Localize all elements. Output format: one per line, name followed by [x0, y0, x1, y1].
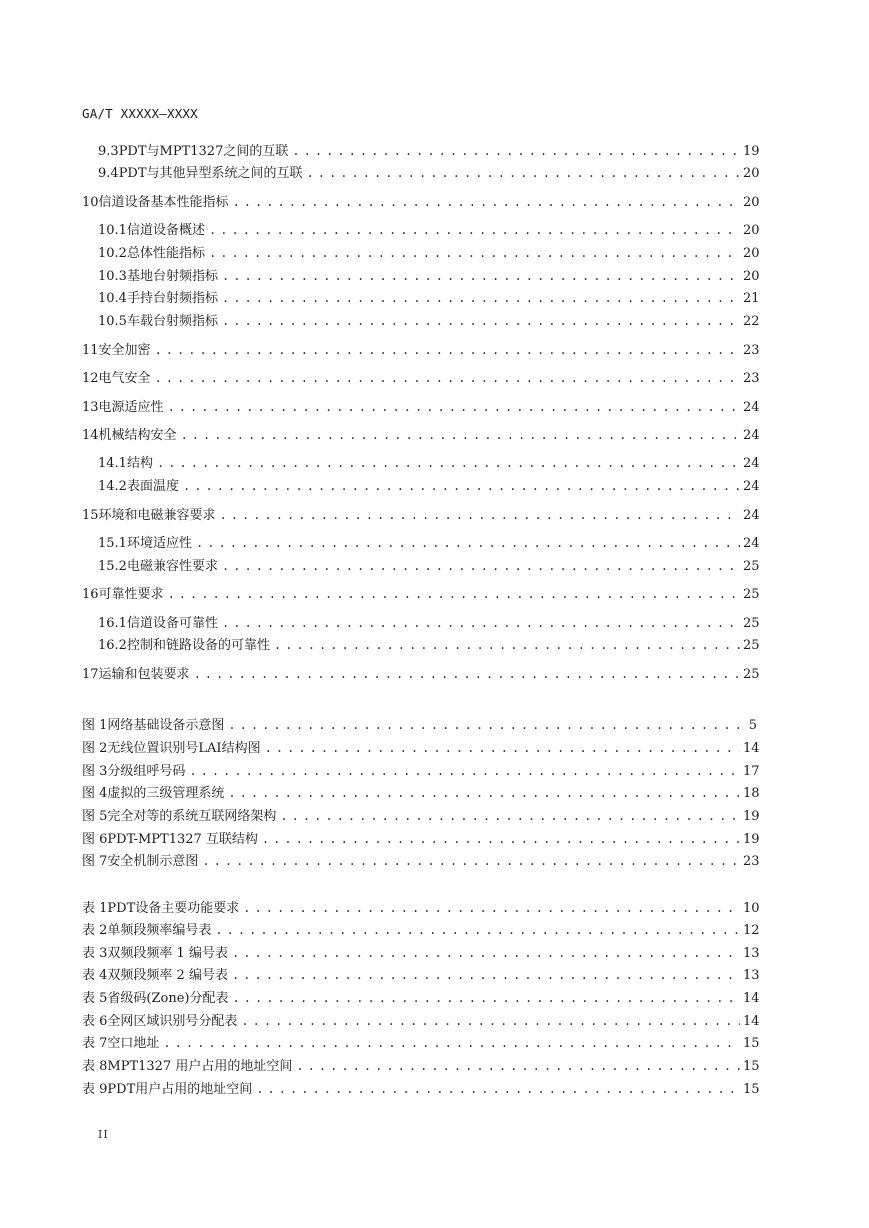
table-list-entry[interactable]: [82, 1012, 760, 1030]
toc-entry-page: 24: [743, 479, 760, 494]
toc-entry-number: 9.3: [98, 144, 119, 159]
toc-entry-page: 25: [743, 559, 760, 574]
table-list-entry-page: 12: [743, 923, 760, 938]
table-list-entry-title: PDT设备主要功能要求: [107, 901, 240, 916]
toc-entry-number: 15.1: [98, 536, 127, 551]
dot-leader: [181, 426, 740, 444]
table-list-entry[interactable]: [82, 1080, 760, 1098]
toc-entry-page: 20: [743, 223, 760, 238]
dot-leader: [232, 989, 740, 1007]
figure-list-entry-number: 图 3: [82, 764, 108, 779]
toc-entry-number: 17: [82, 667, 99, 682]
toc-entry-title: 电源适应性: [98, 400, 164, 415]
toc-entry[interactable]: [98, 142, 760, 160]
dot-leader: [222, 614, 740, 632]
toc-entry-page: 19: [743, 144, 760, 159]
toc-entry[interactable]: [82, 665, 760, 683]
figure-list-entry[interactable]: [82, 807, 760, 825]
toc-entry[interactable]: [98, 312, 760, 330]
table-list-entry-title: MPT1327 用户占用的地址空间: [107, 1059, 293, 1074]
dot-leader: [209, 244, 740, 262]
toc-entry-number: 15.2: [98, 559, 127, 574]
table-list-entry-page: 13: [743, 946, 760, 961]
toc-entry[interactable]: [82, 585, 760, 603]
dot-leader: [194, 665, 740, 683]
toc-entry-page: 21: [743, 291, 760, 306]
toc-entry-title: 总体性能指标: [126, 246, 205, 261]
toc-entry[interactable]: [82, 369, 760, 387]
dot-leader: [228, 716, 740, 734]
toc-entry-number: 16.1: [98, 616, 127, 631]
figure-list-entry-title: PDT-MPT1327 互联结构: [107, 832, 258, 847]
dot-leader: [228, 784, 740, 802]
toc-entry[interactable]: [98, 636, 760, 654]
dot-leader: [202, 852, 740, 870]
toc-entry-page: 20: [743, 195, 760, 210]
dot-leader: [222, 267, 740, 285]
toc-entry[interactable]: [82, 193, 760, 211]
toc-entry-number: 13: [82, 400, 99, 415]
figure-list-entry-title: 分级组呼号码: [107, 764, 186, 779]
toc-entry-page: 22: [743, 314, 760, 329]
figure-list-entry-number: 图 7: [82, 854, 108, 869]
dot-leader: [222, 312, 740, 330]
dot-leader: [274, 636, 740, 654]
toc-entry-page: 24: [743, 456, 760, 471]
dot-leader: [222, 557, 740, 575]
table-list-entry[interactable]: [82, 899, 760, 917]
toc-entry-number: 10: [82, 195, 99, 210]
dot-leader: [157, 454, 740, 472]
toc-entry-number: 10.5: [98, 314, 127, 329]
toc-entry-page: 24: [743, 428, 760, 443]
dot-leader: [232, 944, 740, 962]
document-code-header: GA/T XXXXX—XXXX: [82, 106, 198, 121]
toc-entry-title: 控制和链路设备的可靠性: [126, 638, 270, 653]
toc-entry[interactable]: [98, 477, 760, 495]
dot-leader: [232, 966, 740, 984]
toc-entry-number: 10.1: [98, 223, 127, 238]
toc-entry-number: 14.1: [98, 456, 127, 471]
toc-entry-page: 20: [743, 246, 760, 261]
toc-entry-page: 25: [743, 667, 760, 682]
toc-entry-page: 24: [743, 536, 760, 551]
toc-entry-page: 20: [743, 269, 760, 284]
toc-entry-number: 9.4: [98, 166, 119, 181]
figure-list-entry-page: 19: [743, 809, 760, 824]
dot-leader: [183, 477, 740, 495]
toc-entry[interactable]: [98, 244, 760, 262]
table-list-entry[interactable]: [82, 966, 760, 984]
toc-entry-number: 10.2: [98, 246, 127, 261]
table-list-entry[interactable]: [82, 944, 760, 962]
figure-list-entry-page: 23: [743, 854, 760, 869]
toc-entry-number: 10.4: [98, 291, 127, 306]
toc-entry-title: PDT与MPT1327之间的互联: [118, 144, 289, 159]
dot-leader: [296, 1057, 740, 1075]
toc-entry-number: 10.3: [98, 269, 127, 284]
dot-leader: [196, 534, 740, 552]
figure-list-entry-page: 14: [743, 741, 760, 756]
table-list-entry-page: 15: [743, 1036, 760, 1051]
table-list-entry-number: 表 5: [82, 991, 108, 1006]
dot-leader: [233, 193, 740, 211]
table-list-entry-number: 表 3: [82, 946, 108, 961]
table-list-entry-title: 单频段频率编号表: [107, 923, 212, 938]
table-list-entry-title: PDT用户占用的地址空间: [107, 1082, 253, 1097]
figure-list-entry-number: 图 6: [82, 832, 108, 847]
dot-leader: [155, 369, 740, 387]
table-list-entry-number: 表 2: [82, 923, 108, 938]
table-list-entry-title: 全网区域识别号分配表: [107, 1014, 238, 1029]
table-list-entry-title: 双频段频率 2 编号表: [107, 968, 228, 983]
table-list-entry-number: 表 6: [82, 1014, 108, 1029]
table-list-entry[interactable]: [82, 921, 760, 939]
figure-list-entry-number: 图 4: [82, 786, 108, 801]
toc-entry-number: 11: [82, 343, 99, 358]
table-list-entry-title: 双频段频率 1 编号表: [107, 946, 228, 961]
toc-entry-page: 25: [743, 638, 760, 653]
toc-entry[interactable]: [98, 454, 760, 472]
toc-entry-title: 电磁兼容性要求: [126, 559, 218, 574]
dot-leader: [280, 807, 740, 825]
table-list-entry-number: 表 4: [82, 968, 108, 983]
figure-list-entry-title: 无线位置识别号LAI结构图: [107, 741, 261, 756]
dot-leader: [241, 1012, 740, 1030]
dot-leader: [243, 899, 740, 917]
toc-entry[interactable]: [98, 289, 760, 307]
table-list-entry[interactable]: [82, 989, 760, 1007]
figure-list-entry[interactable]: [82, 739, 760, 757]
toc-entry-number: 16.2: [98, 638, 127, 653]
toc-entry-number: 16: [82, 587, 99, 602]
toc-entry[interactable]: [98, 534, 760, 552]
toc-entry-title: 运输和包装要求: [98, 667, 190, 682]
toc-entry-page: 20: [743, 166, 760, 181]
toc-entry[interactable]: [82, 426, 760, 444]
toc-entry-title: 基地台射频指标: [126, 269, 218, 284]
toc-entry-title: 环境适应性: [126, 536, 192, 551]
figure-list-entry[interactable]: [82, 762, 760, 780]
toc-entry-title: 电气安全: [98, 371, 151, 386]
dot-leader: [189, 762, 740, 780]
toc-entry-title: 机械结构安全: [98, 428, 177, 443]
toc-entry-title: 信道设备可靠性: [126, 616, 218, 631]
figure-list-entry-page: 19: [743, 832, 760, 847]
figure-list-entry-number: 图 1: [82, 718, 108, 733]
figure-list-entry-number: 图 2: [82, 741, 108, 756]
dot-leader: [262, 830, 740, 848]
page-number-footer: II: [98, 1128, 109, 1141]
toc-entry-title: PDT与其他异型系统之间的互联: [118, 166, 303, 181]
toc-entry-title: 表面温度: [126, 479, 179, 494]
figure-list-entry[interactable]: [82, 716, 757, 734]
toc-entry-title: 信道设备概述: [126, 223, 205, 238]
toc-entry-page: 23: [743, 343, 760, 358]
table-list-entry-page: 10: [743, 901, 760, 916]
dot-leader: [292, 142, 740, 160]
toc-entry[interactable]: [82, 398, 760, 416]
figure-list-entry-number: 图 5: [82, 809, 108, 824]
toc-entry-title: 环境和电磁兼容要求: [98, 508, 216, 523]
table-list-entry-page: 13: [743, 968, 760, 983]
table-list-entry[interactable]: [82, 1057, 760, 1075]
toc-entry-page: 25: [743, 587, 760, 602]
dot-leader: [215, 921, 740, 939]
dot-leader: [220, 506, 740, 524]
table-list-entry-page: 15: [743, 1082, 760, 1097]
dot-leader: [163, 1034, 740, 1052]
toc-entry-title: 手持台射频指标: [126, 291, 218, 306]
figure-list-entry-title: 网络基础设备示意图: [107, 718, 225, 733]
dot-leader: [209, 221, 740, 239]
figure-list-entry[interactable]: [82, 784, 760, 802]
table-list-entry-number: 表 1: [82, 901, 108, 916]
toc-entry-page: 24: [743, 400, 760, 415]
dot-leader: [168, 585, 740, 603]
dot-leader: [265, 739, 740, 757]
toc-entry-page: 25: [743, 616, 760, 631]
table-list-entry-title: 省级码(Zone)分配表: [107, 991, 229, 1006]
toc-entry[interactable]: [82, 341, 760, 359]
toc-entry[interactable]: [98, 557, 760, 575]
toc-entry[interactable]: [98, 614, 760, 632]
table-list-entry[interactable]: [82, 1034, 760, 1052]
dot-leader: [307, 164, 740, 182]
figure-list-entry-page: 18: [743, 786, 760, 801]
table-list-entry-number: 表 9: [82, 1082, 108, 1097]
figure-list-entry-page: 17: [743, 764, 760, 779]
dot-leader: [155, 341, 740, 359]
table-list-entry-page: 14: [743, 1014, 760, 1029]
table-list-entry-page: 15: [743, 1059, 760, 1074]
figure-list-entry[interactable]: [82, 830, 760, 848]
toc-entry-title: 可靠性要求: [98, 587, 164, 602]
toc-entry-title: 结构: [126, 456, 153, 471]
dot-leader: [222, 289, 740, 307]
dot-leader: [168, 398, 740, 416]
figure-list-entry-title: 虚拟的三级管理系统: [107, 786, 225, 801]
toc-entry-number: 14.2: [98, 479, 127, 494]
table-list-entry-number: 表 8: [82, 1059, 108, 1074]
toc-entry-number: 12: [82, 371, 99, 386]
toc-entry-title: 安全加密: [98, 343, 151, 358]
toc-entry[interactable]: [98, 267, 760, 285]
figure-list-entry-title: 安全机制示意图: [107, 854, 199, 869]
toc-entry-page: 24: [743, 508, 760, 523]
toc-entry[interactable]: [82, 506, 760, 524]
dot-leader: [256, 1080, 740, 1098]
toc-entry-number: 15: [82, 508, 99, 523]
table-list-entry-page: 14: [743, 991, 760, 1006]
toc-entry-number: 14: [82, 428, 99, 443]
table-list-entry-title: 空口地址: [107, 1036, 160, 1051]
toc-entry[interactable]: [98, 164, 760, 182]
figure-list-entry[interactable]: [82, 852, 760, 870]
figure-list-entry-title: 完全对等的系统互联网络架构: [107, 809, 277, 824]
toc-entry-page: 23: [743, 371, 760, 386]
table-list-entry-number: 表 7: [82, 1036, 108, 1051]
toc-entry-title: 信道设备基本性能指标: [98, 195, 229, 210]
toc-entry[interactable]: [98, 221, 760, 239]
toc-entry-title: 车载台射频指标: [126, 314, 218, 329]
figure-list-entry-page: 5: [748, 718, 757, 733]
